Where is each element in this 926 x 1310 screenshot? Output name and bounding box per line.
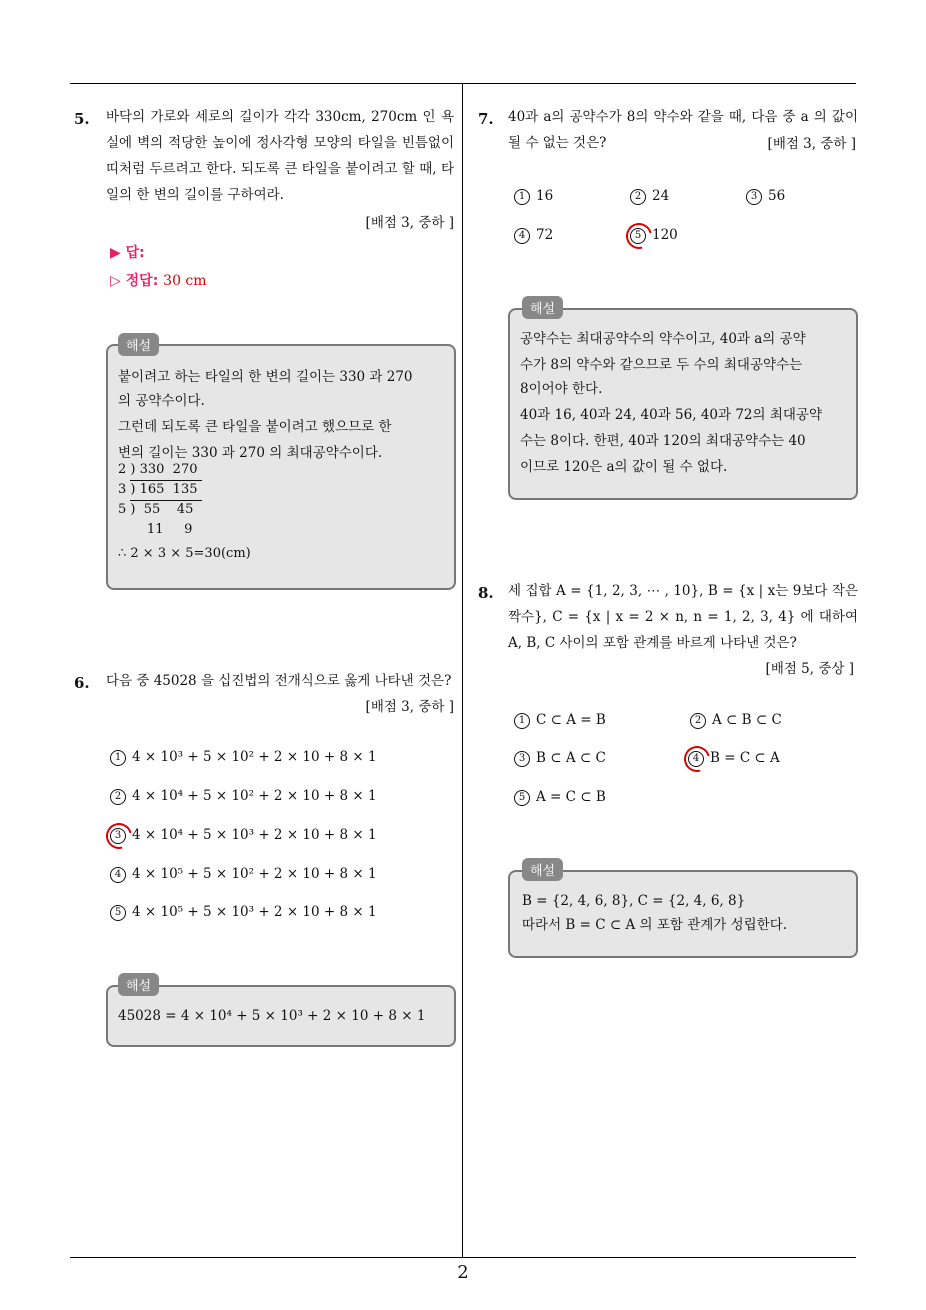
choice-mark: 1	[514, 189, 530, 205]
choice-text: 24	[652, 188, 670, 204]
choice-mark: 5	[110, 905, 126, 921]
explanation-line: 붙이려고 하는 타일의 한 변의 길이는 330 과 270	[118, 369, 413, 385]
explanation-line: 따라서 B = C ⊂ A 의 포함 관계가 성립한다.	[522, 917, 788, 933]
choice-mark: 3	[514, 751, 530, 767]
choice-text: A = C ⊂ B	[536, 789, 606, 805]
choice-text: B ⊂ A ⊂ C	[536, 750, 606, 766]
selected-answer-circle	[621, 218, 657, 254]
division-row: 2 ) 330 270	[118, 462, 198, 477]
question-text: 세 집합 A = {1, 2, 3, ⋯ , 10}, B = {x | x는 9보다 작은 짝수}, C = {x | x = 2 × n, n = 1, 2, 3, 4} 에 대하여 A, B, C 사이의 포함 관계를 바르게 나타낸 것은?	[508, 583, 858, 651]
explanation-line: 공약수는 최대공약수의 약수이고, 40과 a의 공약	[520, 331, 806, 347]
question-text: 다음 중 45028 을 십진법의 전개식으로 옳게 나타낸 것은?	[106, 673, 452, 689]
division-row: 3 ) 165 135	[118, 482, 198, 497]
explanation-line: 8이어야 한다.	[520, 381, 603, 397]
answer-label: ▶ 답:	[110, 245, 145, 261]
choice-3[interactable]	[746, 188, 785, 205]
choice-text: 56	[768, 188, 786, 204]
explanation-line: 수가 8의 약수와 같으므로 두 수의 최대공약수는	[520, 357, 803, 373]
explanation-line: 이므로 120은 a의 값이 될 수 없다.	[520, 459, 728, 475]
division-row: 11 9	[118, 522, 193, 537]
choice-mark: 1	[110, 750, 126, 766]
choice-text: 72	[536, 227, 554, 243]
choice-text: 4 × 10⁵ + 5 × 10² + 2 × 10 + 8 × 1	[132, 866, 377, 882]
selected-answer-circle	[679, 741, 715, 777]
question-number: 7.	[478, 110, 494, 128]
choice-text: A ⊂ B ⊂ C	[712, 712, 782, 728]
choice-text: 4 × 10³ + 5 × 10² + 2 × 10 + 8 × 1	[132, 749, 377, 765]
correct-value: 30 cm	[163, 273, 207, 289]
bottom-rule	[70, 1257, 856, 1258]
explanation-line: 수는 8이다. 한편, 40과 120의 최대공약수는 40	[520, 433, 806, 449]
explanation-tag: 해설	[118, 333, 159, 356]
choice-mark: 4	[688, 751, 704, 767]
choice-mark: 4	[110, 867, 126, 883]
top-rule	[70, 83, 856, 84]
choice-4[interactable]	[514, 227, 553, 244]
difficulty-label: [배점 3, 중하 ]	[365, 699, 454, 715]
question-number: 6.	[74, 674, 90, 692]
choice-mark: 2	[690, 713, 706, 729]
choice-2[interactable]	[630, 188, 669, 205]
division-underline	[130, 480, 202, 481]
explanation-tag: 해설	[522, 296, 563, 319]
choice-mark: 4	[514, 228, 530, 244]
column-divider	[462, 83, 463, 1257]
choice-text: 16	[536, 188, 554, 204]
choice-1[interactable]	[514, 188, 553, 205]
choice-text: B = C ⊂ A	[710, 750, 780, 766]
choice-mark: 5	[630, 228, 646, 244]
choice-text: C ⊂ A = B	[536, 712, 606, 728]
choice-2[interactable]	[110, 788, 377, 805]
question-number: 5.	[74, 110, 90, 128]
explanation-tag: 해설	[522, 858, 563, 881]
choice-text: 120	[652, 227, 678, 243]
choice-3[interactable]	[514, 750, 606, 767]
explanation-line: 변의 길이는 330 과 270 의 최대공약수이다.	[118, 445, 383, 461]
choice-text: 4 × 10⁵ + 5 × 10³ + 2 × 10 + 8 × 1	[132, 904, 377, 920]
choice-mark: 3	[746, 189, 762, 205]
page-number: 2	[457, 1262, 469, 1283]
choice-mark: 5	[514, 790, 530, 806]
choice-mark: 2	[630, 189, 646, 205]
correct-label: ▷ 정답:	[110, 273, 159, 289]
choice-1[interactable]	[110, 749, 377, 766]
explanation-line: B = {2, 4, 6, 8}, C = {2, 4, 6, 8}	[522, 893, 746, 909]
choice-5[interactable]	[110, 904, 377, 921]
explanation-line: 그런데 되도록 큰 타일을 붙이려고 했으므로 한	[118, 419, 392, 435]
explanation-tag: 해설	[118, 973, 159, 996]
choice-mark: 2	[110, 789, 126, 805]
selected-answer-circle	[101, 818, 137, 854]
explanation-line: 45028 = 4 × 10⁴ + 5 × 10³ + 2 × 10 + 8 × 1	[118, 1008, 426, 1024]
difficulty-label: [배점 5, 중상 ]	[765, 661, 854, 677]
choice-text: 4 × 10⁴ + 5 × 10² + 2 × 10 + 8 × 1	[132, 788, 377, 804]
choice-3[interactable]	[110, 827, 377, 844]
choice-mark: 3	[110, 828, 126, 844]
difficulty-label: [배점 3, 중하 ]	[365, 215, 454, 231]
choice-2[interactable]	[690, 712, 782, 729]
choice-mark: 1	[514, 713, 530, 729]
conclusion: ∴ 2 × 3 × 5=30(cm)	[118, 546, 251, 561]
question-text: 40과 a의 공약수가 8의 약수와 같을 때, 다음 중 a 의 값이 될 수 없는 것은?	[508, 109, 858, 151]
choice-4[interactable]	[110, 866, 377, 883]
explanation-line: 40과 16, 40과 24, 40과 56, 40과 72의 최대공약	[520, 407, 822, 423]
division-underline	[130, 500, 202, 501]
question-text: 바닥의 가로와 세로의 길이가 각각 330cm, 270cm 인 욕실에 벽의 적당한 높이에 정사각형 모양의 타일을 빈틈없이 띠처럼 두르려고 한다. 되도록 큰 타일을 붙이려고 할 때, 타일의 한 변의 길이를 구하여라.	[106, 109, 454, 203]
difficulty-label: [배점 3, 중하 ]	[767, 136, 856, 152]
choice-text: 4 × 10⁴ + 5 × 10³ + 2 × 10 + 8 × 1	[132, 827, 377, 843]
division-row: 5 ) 55 45	[118, 502, 194, 517]
explanation-line: 의 공약수이다.	[118, 393, 205, 409]
question-number: 8.	[478, 584, 494, 602]
choice-5[interactable]	[514, 789, 606, 806]
correct-answer-line	[110, 270, 207, 290]
choice-1[interactable]	[514, 712, 606, 729]
